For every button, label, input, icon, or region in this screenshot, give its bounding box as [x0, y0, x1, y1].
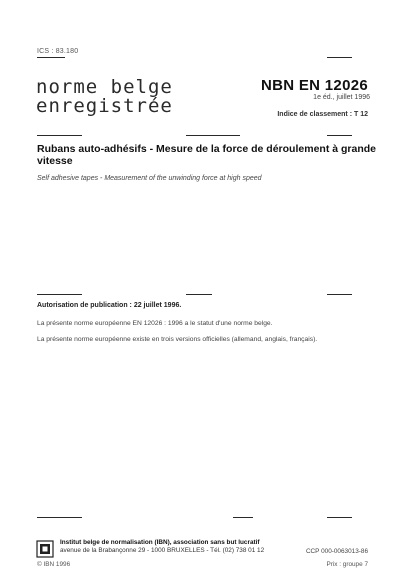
brand-line-2: enregistrée: [36, 95, 173, 117]
divider: [37, 294, 82, 295]
publication-date: 1e éd., juillet 1996: [313, 94, 370, 101]
institute-name: Institut belge de normalisation (IBN), association sans but lucratif: [60, 539, 260, 546]
divider: [233, 517, 253, 518]
divider: [186, 135, 240, 136]
divider: [327, 517, 352, 518]
divider: [37, 517, 82, 518]
divider: [327, 294, 352, 295]
postal-account: CCP 000-0063013-86: [305, 548, 368, 555]
divider: [327, 135, 352, 136]
versions-paragraph: La présente norme européenne existe en trois versions officielles (allemand, anglais, français).: [37, 336, 318, 343]
standard-number: NBN EN 12026: [261, 77, 368, 94]
ibn-logo-icon: [36, 540, 54, 558]
brand-title: [36, 78, 173, 116]
document-title-en: Self adhesive tapes - Measurement of the unwinding force at high speed: [37, 175, 262, 182]
institute-info: [60, 539, 264, 555]
divider: [186, 294, 212, 295]
divider: [327, 57, 352, 58]
authorization-date: Autorisation de publication : 22 juillet 1996.: [37, 302, 182, 309]
price-group: Prix : groupe 7: [326, 561, 368, 568]
classification-index: Indice de classement : T 12: [277, 111, 368, 118]
status-paragraph: La présente norme européenne EN 12026 : 1996 a le statut d'une norme belge.: [37, 320, 273, 327]
institute-address: avenue de la Brabançonne 29 - 1000 BRUXELLES - Tél. (02) 738 01 12: [60, 547, 265, 554]
brand-line-1: norme belge: [36, 76, 173, 98]
copyright: © IBN 1996: [37, 561, 71, 568]
document-title-fr: Rubans auto-adhésifs - Mesure de la force de déroulement à grande vitesse: [37, 143, 376, 167]
ics-code: ICS : 83.180: [37, 48, 79, 55]
divider: [37, 135, 82, 136]
divider: [37, 57, 65, 58]
